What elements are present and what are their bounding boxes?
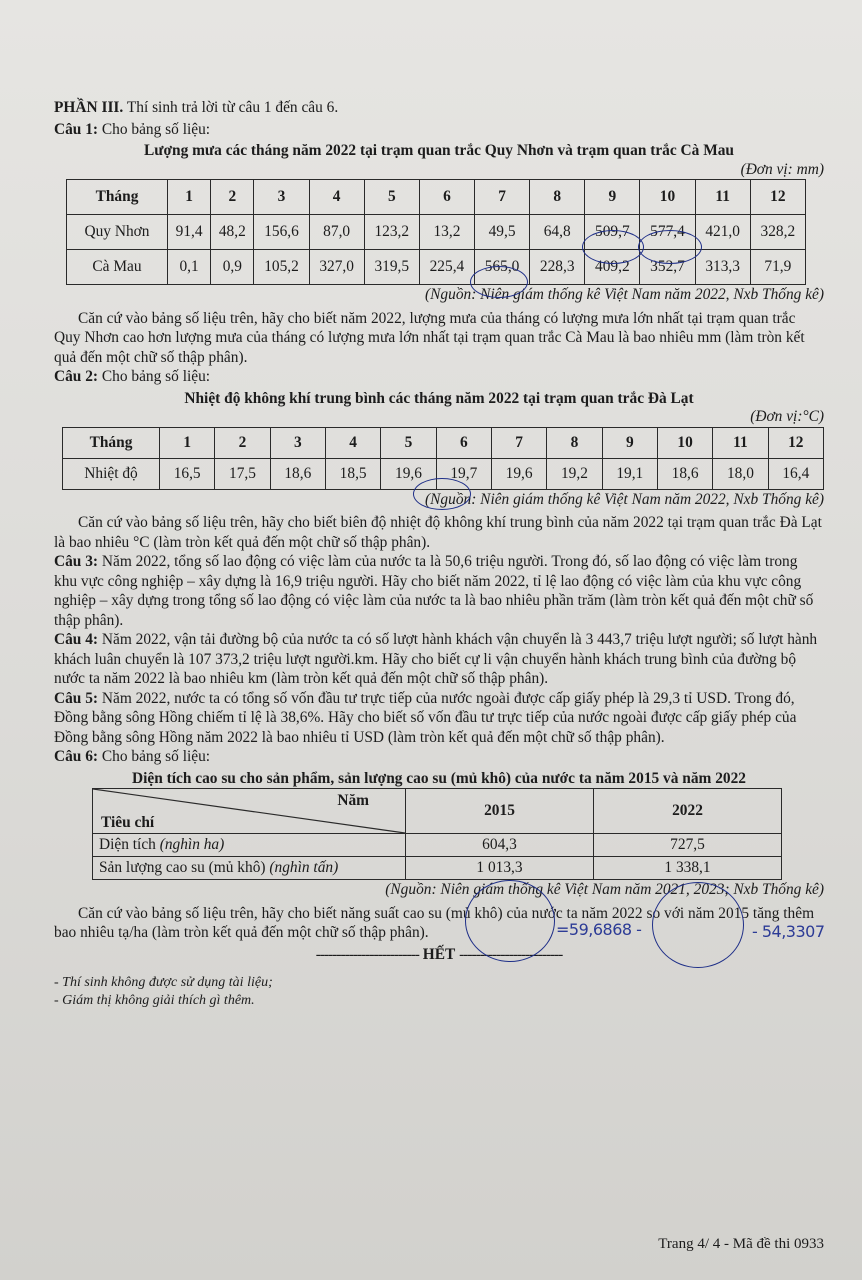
q5-label: Câu 5: <box>54 689 99 707</box>
q6-label: Câu 6: <box>54 748 99 765</box>
table-cell: 16,5 <box>160 458 215 489</box>
table-row <box>93 834 782 857</box>
table-header-cell: 2 <box>211 180 254 215</box>
table-row <box>63 458 824 489</box>
table-cell: 421,0 <box>695 215 750 250</box>
table-cell: 313,3 <box>695 250 750 285</box>
q2-question: Căn cứ vào bảng số liệu trên, hãy cho biết biên độ nhiệt độ không khí trung bình của năm 2022 tại trạm quan trắc Đà Lạt là bao nhiêu °C (làm tròn kết quả đến một chữ số thập phân). <box>54 514 822 551</box>
table-cell: 727,5 <box>594 834 782 857</box>
table-header-cell: 2022 <box>594 789 782 834</box>
q3-block <box>54 552 824 630</box>
table-cell: 352,7 <box>640 250 695 285</box>
q6-question: Căn cứ vào bảng số liệu trên, hãy cho biết năng suất cao su (mủ khô) của nước ta năm 2022 so với năm 2015 tăng thêm bao nhiêu tạ/ha (làm tròn kết quả đến một chữ số thập phân). <box>54 904 815 941</box>
q6-intro-text: Cho bảng số liệu: <box>101 748 211 765</box>
table-cell: Nhiệt độ <box>63 458 160 489</box>
table-row-label <box>93 834 406 857</box>
table-cell: 18,6 <box>657 458 712 489</box>
table-cell: 327,0 <box>309 250 364 285</box>
table-corner-cell <box>93 789 406 834</box>
exam-content <box>54 98 824 1010</box>
table-header-cell: 4 <box>325 427 380 458</box>
table-cell: 156,6 <box>254 215 309 250</box>
q2-label: Câu 2: <box>54 368 99 385</box>
note-line: - Thí sinh không được sử dụng tài liệu; <box>54 975 273 990</box>
handwritten-note: - 54,3307 <box>752 922 825 941</box>
table-cell: 18,6 <box>270 458 325 489</box>
table-cell: 319,5 <box>364 250 419 285</box>
table-header-cell: 11 <box>713 427 768 458</box>
q1-unit: (Đơn vị: mm) <box>740 160 824 178</box>
table-row <box>67 250 806 285</box>
q1-intro <box>54 120 824 140</box>
table-cell: 0,9 <box>211 250 254 285</box>
q5-block <box>54 689 824 748</box>
table-cell: 13,2 <box>419 215 474 250</box>
handwritten-note: =59,6868 - <box>556 920 642 939</box>
table-header-cell: 2015 <box>406 789 594 834</box>
rubber-table <box>92 788 782 880</box>
q6-intro <box>54 747 824 767</box>
table-cell: 0,1 <box>168 250 211 285</box>
table-cell: 1 013,3 <box>406 857 594 880</box>
table-header-row <box>93 789 782 834</box>
table-cell: Quy Nhơn <box>67 215 168 250</box>
table-header-cell: 6 <box>436 427 491 458</box>
table-cell: 91,4 <box>168 215 211 250</box>
table-header-cell: Tháng <box>67 180 168 215</box>
table-cell: 328,2 <box>750 215 805 250</box>
table-cell: 409,2 <box>585 250 640 285</box>
table-cell: 225,4 <box>419 250 474 285</box>
q6-table-title: Diện tích cao su cho sản phẩm, sản lượng cao su (mủ khô) của nước ta năm 2015 và năm 2022 <box>131 769 747 787</box>
q1-source: (Nguồn: Niên giám thống kê Việt Nam năm 2022, Nxb Thống kê) <box>425 286 824 303</box>
table-header-cell: 10 <box>657 427 712 458</box>
table-cell: 18,5 <box>325 458 380 489</box>
table-header-cell: 7 <box>491 427 546 458</box>
table-cell: 19,7 <box>436 458 491 489</box>
table-cell: 1 338,1 <box>594 857 782 880</box>
q2-source: (Nguồn: Niên giám thống kê Việt Nam năm 2022, Nxb Thống kê) <box>425 490 824 508</box>
part-label: PHẦN III. <box>54 99 124 116</box>
table-header-cell: 3 <box>270 427 325 458</box>
table-cell: 18,0 <box>713 458 768 489</box>
table-header-cell: 8 <box>547 427 602 458</box>
table-cell: 19,1 <box>602 458 657 489</box>
table-cell: 64,8 <box>530 215 585 250</box>
q4-label: Câu 4: <box>54 631 99 648</box>
q2-table-title: Nhiệt độ không khí trung bình các tháng năm 2022 tại trạm quan trắc Đà Lạt <box>184 389 694 407</box>
q1-table-title: Lượng mưa các tháng năm 2022 tại trạm quan trắc Quy Nhơn và trạm quan trắc Cà Mau <box>143 142 734 159</box>
row-unit: (nghìn ha) <box>159 836 225 854</box>
q1-intro-text: Cho bảng số liệu: <box>101 120 211 138</box>
table-cell: 48,2 <box>211 215 254 250</box>
table-cell: 49,5 <box>475 215 530 250</box>
q1-label: Câu 1: <box>54 120 99 138</box>
table-row-label <box>93 857 406 880</box>
table-header-cell: 6 <box>419 180 474 215</box>
table-cell: 19,6 <box>381 458 436 489</box>
part-text: Thí sinh trả lời từ câu 1 đến câu 6. <box>126 99 339 116</box>
q3-text: Năm 2022, tổng số lao động có việc làm của nước ta là 50,6 triệu người. Trong đó, số lao động có việc làm trong khu vực công nghiệp – xây dựng là 16,9 triệu người. Hãy cho biết năm 2022, tỉ lệ lao động có việc làm của khu vực công nghiệp – xây dựng trong tổng số lao động có việc làm của nước ta là bao nhiêu phần trăm (làm tròn kết quả đến một chữ số thập phân). <box>54 553 814 629</box>
table-cell: 17,5 <box>215 458 270 489</box>
table-header-cell: 10 <box>640 180 695 215</box>
table-header-cell: 5 <box>364 180 419 215</box>
note-line: - Giám thị không giải thích gì thêm. <box>54 993 255 1008</box>
table-cell: 565,0 <box>475 250 530 285</box>
q6-source: (Nguồn: Niên giám thống kê Việt Nam năm 2021, 2023; Nxb Thống kê) <box>385 881 824 898</box>
corner-criteria-label: Tiêu chí <box>101 813 155 831</box>
table-header-cell: 8 <box>530 180 585 215</box>
q1-question: Căn cứ vào bảng số liệu trên, hãy cho biết năm 2022, lượng mưa của tháng có lượng mưa lớn nhất tại trạm quan trắc Quy Nhơn cao hơn lượng mưa của tháng có lượng mưa lớn nhất tại trạm quan trắc Cà Mau là bao nhiêu mm (làm tròn kết quả đến một chữ số thập phân). <box>54 309 805 366</box>
table-cell: 16,4 <box>768 458 823 489</box>
table-cell: 123,2 <box>364 215 419 250</box>
q2-intro <box>54 367 824 387</box>
table-cell: 228,3 <box>530 250 585 285</box>
table-header-cell: 1 <box>160 427 215 458</box>
table-cell: 71,9 <box>750 250 805 285</box>
table-cell: 577,4 <box>640 215 695 250</box>
page-footer: Trang 4/ 4 - Mã đề thi 0933 <box>658 1236 824 1252</box>
q2-unit: (Đơn vị:°C) <box>750 408 824 425</box>
table-header-row <box>63 427 824 458</box>
q4-text: Năm 2022, vận tải đường bộ của nước ta có số lượt hành khách vận chuyển là 3 443,7 triệu lượt người; số lượt hành khách luân chuyển là 107 373,2 triệu lượt người.km. Hãy cho biết cự li vận chuyển hành khách trung bình của đường bộ nước ta năm 2022 là bao nhiêu km (làm tròn kết quả đến một chữ số thập phân). <box>54 631 818 687</box>
table-header-cell: 3 <box>254 180 309 215</box>
rainfall-table <box>66 179 806 285</box>
q3-label: Câu 3: <box>54 553 99 570</box>
row-label: Sản lượng cao su (mủ khô) <box>99 859 266 877</box>
q4-block <box>54 630 824 689</box>
end-mark-text: HẾT <box>422 945 456 963</box>
table-cell: 87,0 <box>309 215 364 250</box>
table-cell: 19,6 <box>491 458 546 489</box>
table-cell: 509,7 <box>585 215 640 250</box>
row-unit: (nghìn tấn) <box>269 859 339 877</box>
row-label: Diện tích <box>99 836 156 854</box>
table-header-cell: 12 <box>750 180 805 215</box>
table-header-cell: 9 <box>602 427 657 458</box>
table-header-cell: 4 <box>309 180 364 215</box>
table-row <box>93 857 782 880</box>
table-cell: 105,2 <box>254 250 309 285</box>
table-row <box>67 215 806 250</box>
table-cell: 604,3 <box>406 834 594 857</box>
table-header-cell: 9 <box>585 180 640 215</box>
part-heading <box>54 98 824 118</box>
table-header-row <box>67 180 806 215</box>
table-header-cell: 11 <box>695 180 750 215</box>
table-header-cell: 2 <box>215 427 270 458</box>
table-header-cell: 12 <box>768 427 823 458</box>
table-header-cell: Tháng <box>63 427 160 458</box>
table-header-cell: 7 <box>475 180 530 215</box>
q5-text: Năm 2022, nước ta có tổng số vốn đầu tư trực tiếp của nước ngoài được cấp giấy phép là 29,3 tỉ USD. Trong đó, Đồng bằng sông Hồng chiếm tỉ lệ là 38,6%. Hãy cho biết số vốn đầu tư trực tiếp của nước ngoài được cấp giấy phép của Đồng bằng sông Hồng năm 2022 là bao nhiêu tỉ USD (làm tròn kết quả đến một chữ số thập phân). <box>54 689 797 746</box>
table-cell: 19,2 <box>547 458 602 489</box>
end-mark: ------------------------- HẾT ------------------------- <box>315 945 563 963</box>
temperature-table <box>62 427 824 490</box>
table-header-cell: 5 <box>381 427 436 458</box>
table-cell: Cà Mau <box>67 250 168 285</box>
q2-intro-text: Cho bảng số liệu: <box>101 368 211 385</box>
table-header-cell: 1 <box>168 180 211 215</box>
corner-year-label: Năm <box>337 792 369 809</box>
